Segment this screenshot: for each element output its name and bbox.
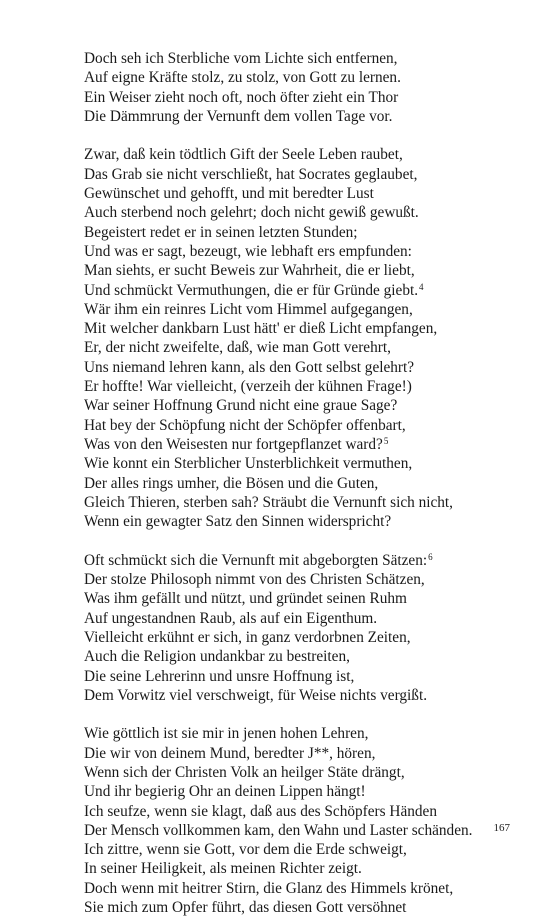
verse-line bbox=[84, 358, 524, 377]
verse-line-text: Die wir von deinem Mund, beredter J**, hören, bbox=[84, 744, 376, 762]
verse-line-text: Sie mich zum Opfer führt, das diesen Gott versöhnet bbox=[84, 899, 407, 917]
verse-line bbox=[84, 840, 524, 859]
verse-line bbox=[84, 165, 524, 184]
page-number: 167 bbox=[493, 822, 510, 834]
verse-line bbox=[84, 319, 524, 338]
verse-line bbox=[84, 184, 524, 203]
verse-line-text: Was von den Weisesten nur fortgepflanzet ward? bbox=[84, 435, 383, 453]
stanza bbox=[84, 724, 524, 917]
verse-line bbox=[84, 377, 524, 396]
footnote-marker[interactable]: 4 bbox=[419, 281, 424, 292]
verse-line bbox=[84, 435, 524, 454]
verse-line-text: Und was er sagt, bezeugt, wie lebhaft ers empfunden: bbox=[84, 242, 412, 260]
verse-line bbox=[84, 300, 524, 319]
verse-line-text: Gewünschet und gehofft, und mit beredter Lust bbox=[84, 185, 374, 203]
verse-line bbox=[84, 744, 524, 763]
verse-line bbox=[84, 724, 524, 743]
verse-line bbox=[84, 203, 524, 222]
verse-line bbox=[84, 879, 524, 898]
verse-line-text: Und ihr begierig Ohr an deinen Lippen hängt! bbox=[84, 783, 366, 801]
verse-line bbox=[84, 474, 524, 493]
verse-line bbox=[84, 686, 524, 705]
verse-line-text: Auf ungestandnen Raub, als auf ein Eigenthum. bbox=[84, 609, 378, 627]
verse-line-text: Die seine Lehrerinn und unsre Hoffnung ist, bbox=[84, 667, 355, 685]
verse-line bbox=[84, 551, 524, 570]
stanza bbox=[84, 49, 524, 126]
verse-line bbox=[84, 898, 524, 917]
verse-line bbox=[84, 763, 524, 782]
verse-line-text: Oft schmückt sich die Vernunft mit abgeborgten Sätzen: bbox=[84, 551, 428, 569]
verse-line-text: Begeistert redet er in seinen letzten Stunden; bbox=[84, 223, 358, 241]
verse-line-text: Er, der nicht zweifelte, daß, wie man Gott verehrt, bbox=[84, 339, 391, 357]
verse-line bbox=[84, 107, 524, 126]
verse-line bbox=[84, 628, 524, 647]
footnote-marker[interactable]: 6 bbox=[428, 551, 433, 562]
verse-line bbox=[84, 859, 524, 878]
verse-line-text: Ich seufze, wenn sie klagt, daß aus des Schöpfers Händen bbox=[84, 802, 437, 820]
verse-line-text: Wenn ein gewagter Satz den Sinnen widerspricht? bbox=[84, 513, 392, 531]
verse-line bbox=[84, 589, 524, 608]
verse-line-text: Ich zittre, wenn sie Gott, vor dem die Erde schweigt, bbox=[84, 841, 407, 859]
verse-line bbox=[84, 281, 524, 300]
verse-line bbox=[84, 493, 524, 512]
verse-line-text: Mit welcher dankbarn Lust hätt' er dieß Licht empfangen, bbox=[84, 320, 438, 338]
verse-line-text: Auch sterbend noch gelehrt; doch nicht gewiß gewußt. bbox=[84, 204, 419, 222]
verse-line bbox=[84, 782, 524, 801]
verse-line bbox=[84, 821, 524, 840]
verse-line-text: Vielleicht erkühnt er sich, in ganz verdorbnen Zeiten, bbox=[84, 628, 411, 646]
verse-line bbox=[84, 145, 524, 164]
verse-line-text: Hat bey der Schöpfung nicht der Schöpfer offenbart, bbox=[84, 416, 406, 434]
verse-line-text: Und schmückt Vermuthungen, die er für Gründe giebt. bbox=[84, 281, 419, 299]
verse-line-text: War seiner Hoffnung Grund nicht eine graue Sage? bbox=[84, 397, 398, 415]
verse-line bbox=[84, 570, 524, 589]
verse-line-text: Man siehts, er sucht Beweis zur Wahrheit, die er liebt, bbox=[84, 262, 415, 280]
verse-line-text: Dem Vorwitz viel verschweigt, für Weise nichts vergißt. bbox=[84, 686, 428, 704]
verse-line bbox=[84, 802, 524, 821]
verse-line-text: Der stolze Philosoph nimmt von des Christen Schätzen, bbox=[84, 571, 425, 589]
verse-line bbox=[84, 49, 524, 68]
verse-line bbox=[84, 416, 524, 435]
stanza bbox=[84, 551, 524, 705]
verse-line-text: Auch die Religion undankbar zu bestreiten, bbox=[84, 648, 350, 666]
verse-line bbox=[84, 647, 524, 666]
stanza bbox=[84, 145, 524, 531]
verse-line-text: Gleich Thieren, sterben sah? Sträubt die Vernunft sich nicht, bbox=[84, 493, 454, 511]
verse-line bbox=[84, 512, 524, 531]
verse-line-text: Ein Weiser zieht noch oft, noch öfter zieht ein Thor bbox=[84, 88, 399, 106]
footnote-marker[interactable]: 5 bbox=[383, 435, 389, 446]
verse-line-text: Das Grab sie nicht verschließt, hat Socrates geglaubet, bbox=[84, 165, 418, 183]
verse-line-text: Wie göttlich ist sie mir in jenen hohen Lehren, bbox=[84, 725, 369, 743]
verse-line-text: In seiner Heiligkeit, als meinen Richter zeigt. bbox=[84, 860, 362, 878]
verse-line-text: Der Mensch vollkommen kam, den Wahn und Laster schänden. bbox=[84, 821, 473, 839]
verse-line-text: Doch wenn mit heitrer Stirn, die Glanz des Himmels krönet, bbox=[84, 879, 454, 897]
verse-line-text: Doch seh ich Sterbliche vom Lichte sich entfernen, bbox=[84, 50, 398, 67]
verse-line bbox=[84, 68, 524, 87]
verse-line bbox=[84, 223, 524, 242]
verse-line bbox=[84, 609, 524, 628]
verse-line-text: Er hoffte! War vielleicht, (verzeih der kühnen Frage!) bbox=[84, 378, 412, 396]
verse-line-text: Wenn sich der Christen Volk an heilger Stäte drängt, bbox=[84, 763, 405, 781]
verse-line-text: Wie konnt ein Sterblicher Unsterblichkeit vermuthen, bbox=[84, 455, 413, 473]
verse-line bbox=[84, 454, 524, 473]
verse-line bbox=[84, 667, 524, 686]
verse-line-text: Uns niemand lehren kann, als den Gott selbst gelehrt? bbox=[84, 358, 415, 376]
verse-line bbox=[84, 261, 524, 280]
verse-line bbox=[84, 338, 524, 357]
verse-line bbox=[84, 396, 524, 415]
verse-line bbox=[84, 88, 524, 107]
verse-line-text: Was ihm gefällt und nützt, und gründet seinen Ruhm bbox=[84, 590, 407, 608]
poem-text bbox=[84, 49, 524, 917]
verse-line-text: Wär ihm ein reinres Licht vom Himmel aufgegangen, bbox=[84, 300, 413, 318]
verse-line-text: Auf eigne Kräfte stolz, zu stolz, von Gott zu lernen. bbox=[84, 69, 401, 87]
verse-line bbox=[84, 242, 524, 261]
verse-line-text: Zwar, daß kein tödtlich Gift der Seele Leben raubet, bbox=[84, 146, 403, 164]
verse-line-text: Die Dämmrung der Vernunft dem vollen Tage vor. bbox=[84, 107, 393, 125]
verse-line-text: Der alles rings umher, die Bösen und die Guten, bbox=[84, 474, 379, 492]
